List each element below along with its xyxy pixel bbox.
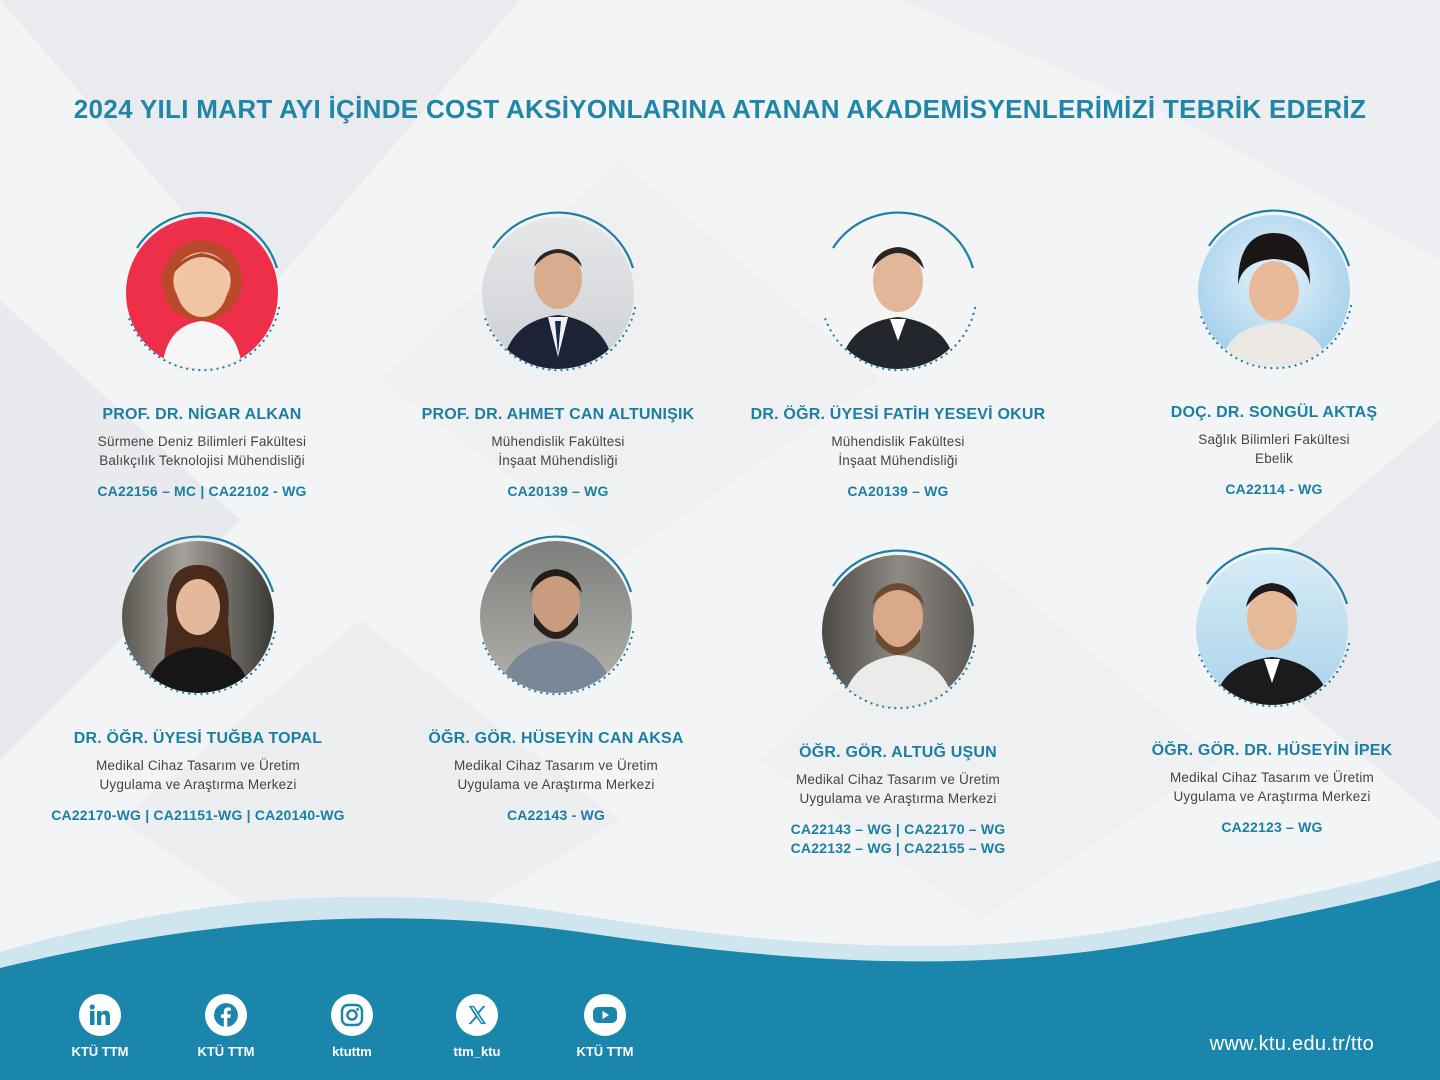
code-line: CA22114 - WG [1225,481,1323,497]
person-department [718,432,1078,470]
linkedin-icon [79,994,121,1036]
code-line: CA22123 – WG [1221,819,1323,835]
code-line: CA22170-WG | CA21151-WG | CA20140-WG [51,807,345,823]
facebook-icon [205,994,247,1036]
avatar [813,546,983,716]
code-line: CA22143 - WG [506,807,606,823]
person-department [1092,768,1440,806]
portrait-photo [482,217,634,369]
department-line: Sağlık Bilimleri Fakültesi [1198,432,1350,447]
department-line: Ebelik [1255,451,1293,466]
person-name: ÖĞR. GÖR. DR. HÜSEYİN İPEK [1151,742,1393,759]
department-line: Medikal Cihaz Tasarım ve Üretim [453,758,658,773]
department-line: Sürmene Deniz Bilimleri Fakültesi [97,434,307,449]
person-name: ÖĞR. GÖR. ALTUĞ UŞUN [799,744,997,761]
social-link-linkedin[interactable] [50,994,150,1059]
person-card [18,532,378,825]
portrait-photo [480,541,632,693]
action-codes [18,806,378,825]
social-label: KTÜ TTM [71,1044,129,1059]
social-label: ktuttm [332,1044,372,1059]
portrait-photo [1198,215,1350,367]
website-link[interactable]: www.ktu.edu.tr/tto [1209,1033,1374,1055]
youtube-icon [584,994,626,1036]
department-line: Medikal Cihaz Tasarım ve Üretim [1169,770,1374,785]
social-label: KTÜ TTM [576,1044,634,1059]
social-link-facebook[interactable] [176,994,276,1059]
code-line: CA20139 – WG [847,483,949,499]
department-line: İnşaat Mühendisliği [838,453,958,468]
person-name: PROF. DR. NİGAR ALKAN [102,406,302,423]
department-line: Uygulama ve Araştırma Merkezi [1173,789,1371,804]
portrait-photo [126,217,278,369]
person-name: ÖĞR. GÖR. HÜSEYİN CAN AKSA [428,730,684,747]
avatar [1187,544,1357,714]
page-title: 2024 YILI MART AYI İÇİNDE COST AKSİYONLARINA ATANAN AKADEMİSYENLERİMİZİ TEBRİK EDERİZ [73,94,1367,124]
action-codes [376,806,736,825]
avatar [473,208,643,378]
person-name: DR. ÖĞR. ÜYESİ FATİH YESEVİ OKUR [750,406,1046,423]
social-label: KTÜ TTM [197,1044,255,1059]
department-line: Mühendislik Fakültesi [831,434,965,449]
avatar [471,532,641,702]
department-line: Medikal Cihaz Tasarım ve Üretim [95,758,300,773]
person-name: DR. ÖĞR. ÜYESİ TUĞBA TOPAL [73,730,323,747]
portrait-photo [822,555,974,707]
department-line: Mühendislik Fakültesi [491,434,625,449]
action-codes [22,482,382,501]
person-card [378,208,738,501]
portrait-photo [822,217,974,369]
action-codes [718,820,1078,858]
portrait-photo [1196,553,1348,705]
action-codes [1094,480,1440,499]
action-codes [378,482,738,501]
person-card [22,208,382,501]
department-line: Uygulama ve Araştırma Merkezi [799,791,997,806]
code-line: CA22132 – WG | CA22155 – WG [790,840,1006,856]
person-card [718,546,1078,858]
person-card [376,532,736,825]
avatar [113,532,283,702]
person-card [1094,206,1440,499]
code-line: CA20139 – WG [507,483,609,499]
person-card [1092,544,1440,837]
action-codes [1092,818,1440,837]
person-card [718,208,1078,501]
social-link-youtube[interactable] [555,994,655,1059]
portrait-photo [122,541,274,693]
department-line: Uygulama ve Araştırma Merkezi [99,777,297,792]
social-label: ttm_ktu [453,1044,501,1059]
avatar [813,208,983,378]
person-department [376,756,736,794]
department-line: Balıkçılık Teknolojisi Mühendisliği [99,453,305,468]
department-line: Medikal Cihaz Tasarım ve Üretim [795,772,1000,787]
person-department [18,756,378,794]
action-codes [718,482,1078,501]
instagram-icon [331,994,373,1036]
person-name: PROF. DR. AHMET CAN ALTUNIŞIK [421,406,695,423]
social-link-x[interactable] [427,994,527,1059]
person-department [718,770,1078,808]
person-department [22,432,382,470]
avatar [117,208,287,378]
social-link-instagram[interactable] [302,994,402,1059]
department-line: Uygulama ve Araştırma Merkezi [457,777,655,792]
person-name: DOÇ. DR. SONGÜL AKTAŞ [1170,404,1378,421]
person-department [378,432,738,470]
code-line: CA22143 – WG | CA22170 – WG [790,821,1006,837]
code-line: CA22156 – MC | CA22102 - WG [97,483,307,499]
person-department [1094,430,1440,468]
x-icon [456,994,498,1036]
avatar [1189,206,1359,376]
department-line: İnşaat Mühendisliği [498,453,618,468]
